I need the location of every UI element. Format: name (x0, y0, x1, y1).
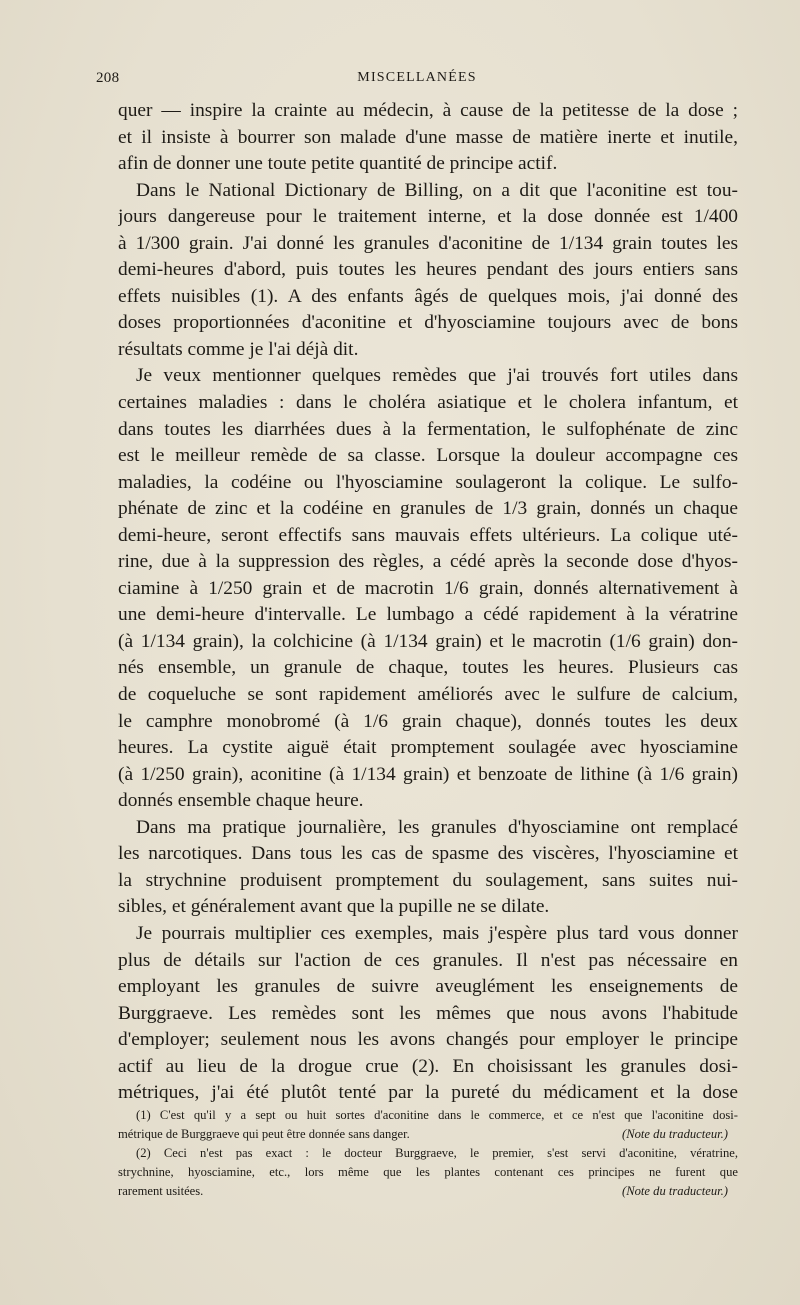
text-line: heures. La cystite aiguë était promptement soulagée avec hyosciamine (118, 737, 738, 759)
footnote-1-end (118, 1125, 738, 1144)
text-line: Je pourrais multiplier ces exemples, mais j'espère plus tard vous donner (136, 922, 738, 944)
text-line: ciamine à 1/250 grain et de macrotin 1/6 grain, donnés alternativement à (118, 577, 738, 599)
text-line: à 1/300 grain. J'ai donné les granules d'aconitine de 1/134 grain toutes les (118, 232, 738, 254)
text-line: dans toutes les diarrhées dues à la fermentation, le sulfophénate de zinc (118, 418, 738, 440)
text-line: une demi-heure d'intervalle. Le lumbago a cédé rapidement à la vératrine (118, 604, 738, 626)
text-line: Burggraeve. Les remèdes sont les mêmes que nous avons l'habitude (118, 1002, 738, 1024)
text-line: afin de donner une toute petite quantité de principe actif. (118, 153, 558, 175)
text-line: et il insiste à bourrer son malade d'une masse de matière inerte et inutile, (118, 126, 738, 148)
text-line: (à 1/134 grain), la colchicine (à 1/134 grain) et le macrotin (1/6 grain) don- (118, 630, 738, 652)
footnote-1-line: (1) C'est qu'il y a sept ou huit sortes d'aconitine dans le commerce, et ce n'est que l'aconitine dosi- (136, 1108, 738, 1122)
text-line: actif au lieu de la drogue crue (2). En choisissant les granules dosi- (118, 1055, 738, 1077)
text-line: la strychnine produisent promptement du soulagement, sans suites nui- (118, 869, 738, 891)
translator-note: (Note du traducteur.) (622, 1184, 728, 1198)
footnote-2-line: strychnine, hyosciamine, etc., lors même que les plantes contenant ces principes ne furent que (118, 1165, 738, 1179)
text-line: demi-heure, seront effectifs sans mauvais effets ultérieurs. La colique uté- (118, 524, 738, 546)
footnote-2-line: rarement usitées. (118, 1184, 204, 1198)
text-line: rine, due à la suppression des règles, a cédé après la seconde dose d'hyos- (118, 551, 738, 573)
page-header (96, 70, 738, 92)
footnotes (118, 1106, 738, 1201)
text-line: plus de détails sur l'action de ces granules. Il n'est pas nécessaire en (118, 949, 738, 971)
running-title: MISCELLANÉES (357, 70, 477, 85)
text-line: Dans ma pratique journalière, les granules d'hyosciamine ont remplacé (136, 816, 738, 838)
text-line: sibles, et généralement avant que la pupille ne se dilate. (118, 896, 550, 918)
text-line: métriques, j'ai été plutôt tenté par la pureté du médicament et la dose (118, 1082, 738, 1104)
text-line: jours dangereuse pour le traitement interne, et la dose donnée est 1/400 (118, 206, 738, 228)
footnote-2-end (118, 1182, 738, 1201)
text-line: phénate de zinc et la codéine en granules de 1/3 grain, donnés un chaque (118, 498, 738, 520)
footnote-2-line: (2) Ceci n'est pas exact : le docteur Burggraeve, le premier, s'est servi d'aconitine, vératrine, (136, 1146, 738, 1160)
text-line: est le meilleur remède de sa classe. Lorsque la douleur accompagne ces (118, 445, 738, 467)
text-line: donnés ensemble chaque heure. (118, 790, 364, 812)
translator-note: (Note du traducteur.) (622, 1127, 728, 1141)
text-line: (à 1/250 grain), aconitine (à 1/134 grain) et benzoate de lithine (à 1/6 grain) (118, 763, 738, 785)
footnote-1-line: métrique de Burggraeve qui peut être donnée sans danger. (118, 1127, 410, 1141)
text-line: demi-heures d'abord, puis toutes les heures pendant des jours entiers sans (118, 259, 738, 281)
text-line: résultats comme je l'ai déjà dit. (118, 338, 359, 360)
text-line: le camphre monobromé (à 1/6 grain chaque), donnés toutes les deux (118, 710, 738, 732)
text-line: Dans le National Dictionary de Billing, on a dit que l'aconitine est tou- (136, 179, 738, 201)
text-line: maladies, la codéine ou l'hyosciamine soulageront la colique. Le sulfo- (118, 471, 738, 493)
text-line: quer — inspire la crainte au médecin, à cause de la petitesse de la dose ; (118, 100, 738, 121)
text-line: d'employer; seulement nous les avons changés pour employer le principe (118, 1029, 738, 1051)
body-text (118, 98, 738, 1107)
text-line: nés ensemble, un granule de chaque, toutes les heures. Plusieurs cas (118, 657, 738, 679)
text-line: doses proportionnées d'aconitine et d'hyosciamine toujours avec de bons (118, 312, 738, 334)
text-line: certaines maladies : dans le choléra asiatique et le cholera infantum, et (118, 392, 738, 414)
text-line: effets nuisibles (1). A des enfants âgés de quelques mois, j'ai donné des (118, 285, 738, 307)
text-line: employant les granules de suivre aveuglément les enseignements de (118, 976, 738, 998)
text-line: de coqueluche se sont rapidement améliorés avec le sulfure de calcium, (118, 684, 738, 706)
page-number: 208 (96, 70, 120, 86)
text-line: les narcotiques. Dans tous les cas de spasme des viscères, l'hyosciamine et (118, 843, 738, 865)
text-line: Je veux mentionner quelques remèdes que j'ai trouvés fort utiles dans (136, 365, 738, 387)
